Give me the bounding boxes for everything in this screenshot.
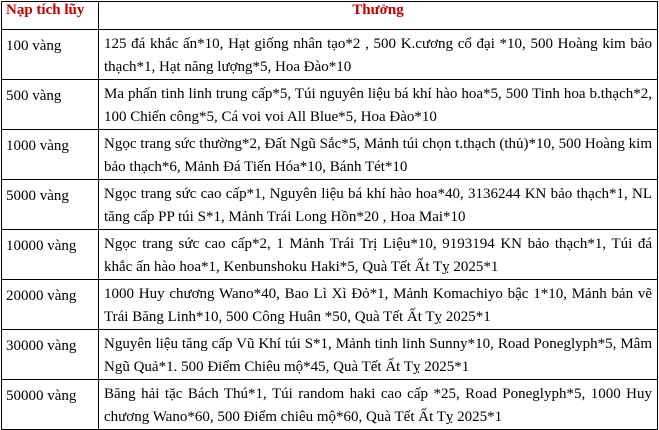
table-row (2, 330, 658, 380)
amount-cell: 500 vàng (2, 80, 99, 130)
table-row (2, 130, 658, 180)
amount-cell: 30000 vàng (2, 330, 99, 380)
table-row (2, 30, 658, 80)
reward-cell: Ngọc trang sức cao cấp*2, 1 Mảnh Trái Trị Liệu*10, 9193194 KN bảo thạch*1, Túi đá khắc ấn hào hoa*1, Kenbunshoku Haki*5, Quà Tết Ất Tỵ 2025*1 (99, 230, 658, 280)
table-row (2, 180, 658, 230)
amount-cell: 100 vàng (2, 30, 99, 80)
amount-cell: 20000 vàng (2, 280, 99, 330)
table-row (2, 80, 658, 130)
table-row (2, 280, 658, 330)
amount-cell: 10000 vàng (2, 230, 99, 280)
reward-cell: 125 đá khắc ấn*10, Hạt giống nhân tạo*2 , 500 K.cương cổ đại *10, 500 Hoàng kim bảo thạch*1, Hạt năng lượng*5, Hoa Đào*10 (99, 30, 658, 80)
header-reward: Thưởng (99, 2, 658, 30)
reward-cell: Nguyên liệu tăng cấp Vũ Khí túi S*1, Mảnh tinh linh Sunny*10, Road Poneglyph*5, Mâm Ngũ Quả*1. 500 Điểm Chiêu mộ*45, Quà Tết Ất Tỵ 2025*1 (99, 330, 658, 380)
header-row (2, 2, 658, 30)
table-row (2, 230, 658, 280)
reward-cell: 1000 Huy chương Wano*40, Bao Lì Xì Đỏ*1, Mảnh Komachiyo bậc 1*10, Mảnh bản vẽ Trái Băng Linh*10, 500 Công Huân *50, Quà Tết Ất Tỵ 2025*1 (99, 280, 658, 330)
table-row (2, 380, 658, 430)
reward-cell: Ma phấn tinh linh trung cấp*5, Túi nguyên liệu bá khí hào hoa*5, 500 Tinh hoa b.thạch*2, 100 Chiến công*5, Cá voi voi All Blue*5, Hoa Đào*10 (99, 80, 658, 130)
reward-cell: Băng hải tặc Bách Thú*1, Túi random haki cao cấp *25, Road Poneglyph*5, 1000 Huy chương Wano*60, 500 Điểm chiêu mộ*60, Quà Tết Ất Tỵ 2025*1 (99, 380, 658, 430)
amount-cell: 50000 vàng (2, 380, 99, 430)
reward-cell: Ngọc trang sức thường*2, Đất Ngũ Sắc*5, Mảnh túi chọn t.thạch (thủ)*10, 500 Hoàng kim bảo thạch*6, Mảnh Đá Tiến Hóa*10, Bánh Tét*10 (99, 130, 658, 180)
reward-table (1, 1, 658, 430)
amount-cell: 5000 vàng (2, 180, 99, 230)
reward-cell: Ngọc trang sức cao cấp*1, Nguyên liệu bá khí hào hoa*40, 3136244 KN bảo thạch*1, NL tăng cấp PP túi S*1, Mảnh Trái Long Hồn*20 , Hoa Mai*10 (99, 180, 658, 230)
amount-cell: 1000 vàng (2, 130, 99, 180)
header-amount: Nạp tích lũy (2, 2, 99, 30)
